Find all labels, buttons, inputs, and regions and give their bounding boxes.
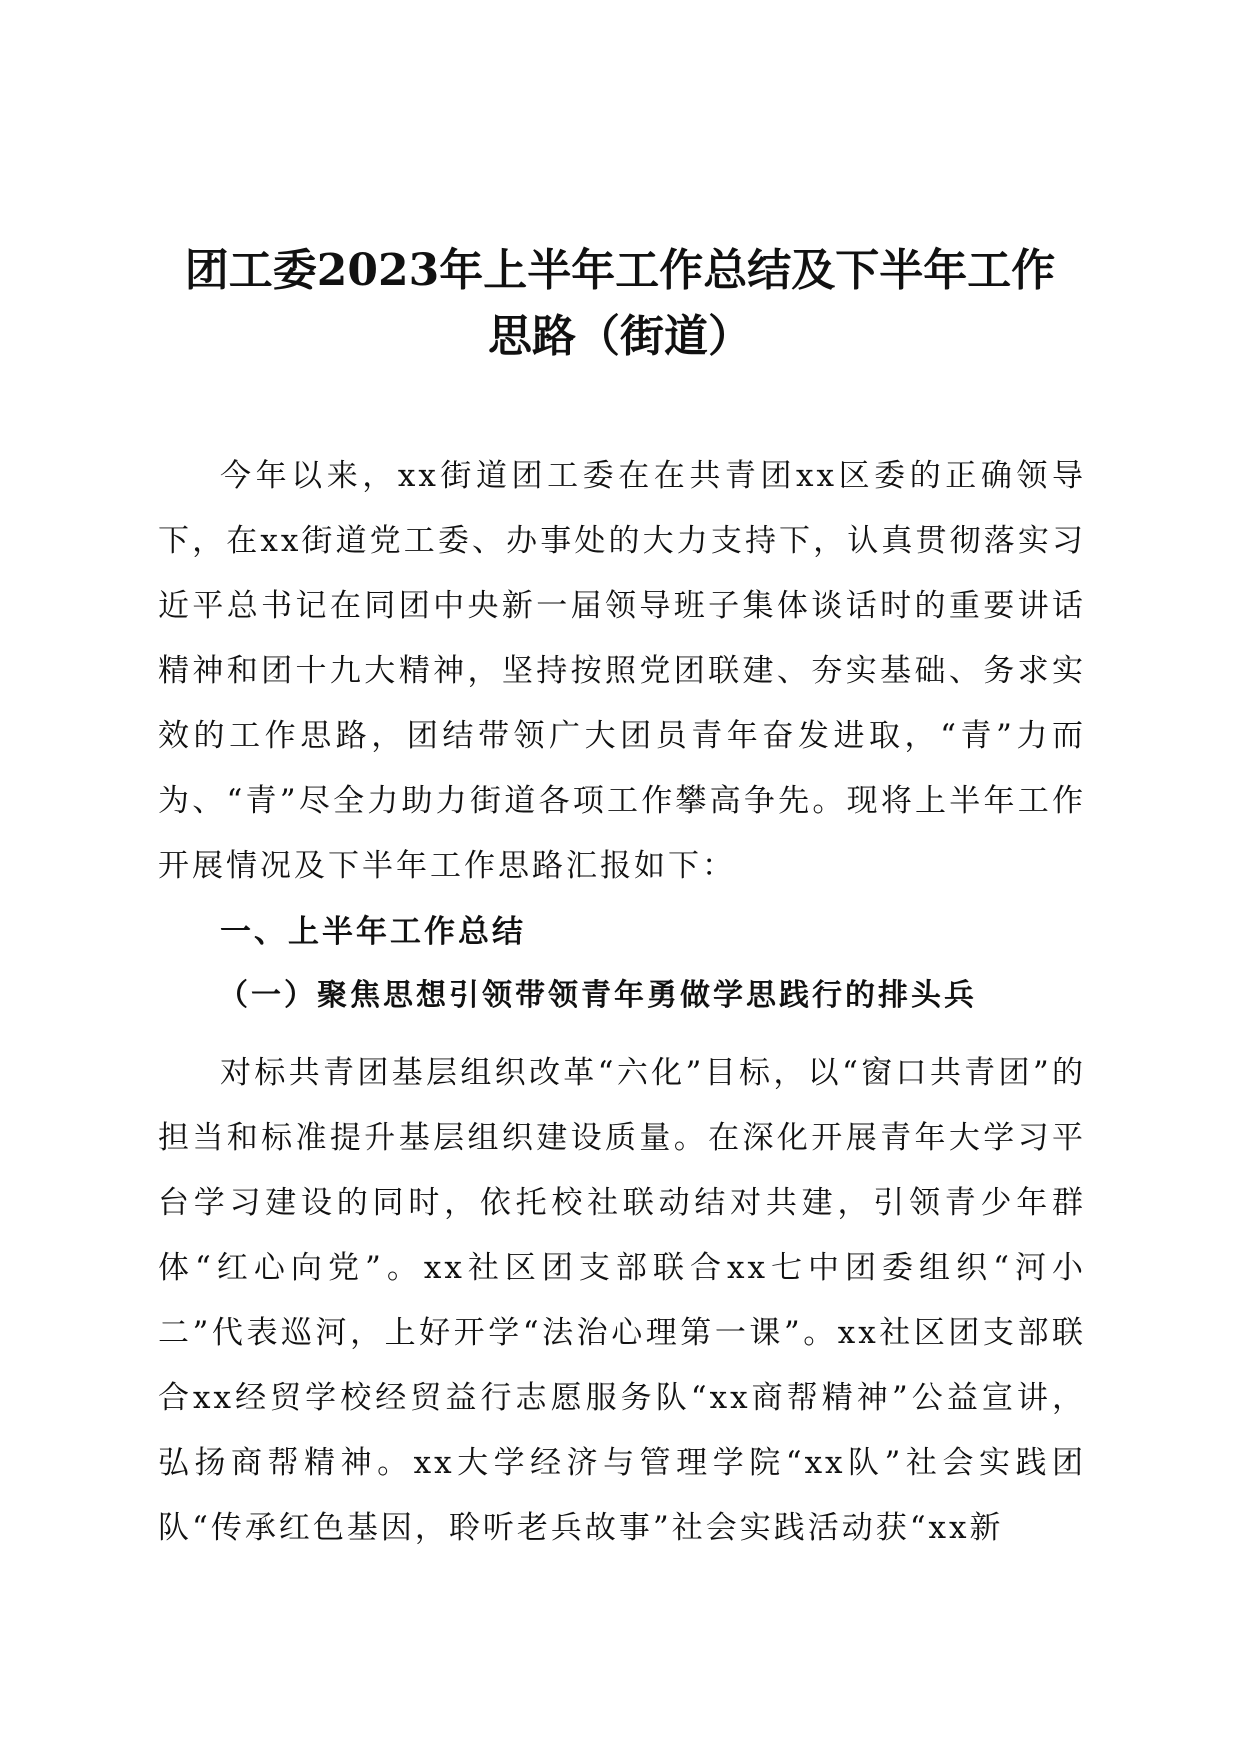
- body-paragraph: 对标共青团基层组织改革“六化”目标，以“窗口共青团”的担当和标准提升基层组织建设质量。在深化开展青年大学习平台学习建设的同时，依托校社联动结对共建，引领青少年群体“红心向党”。xx社区团支部联合xx七中团委组织“河小二”代表巡河，上好开学“法治心理第一课”。xx社区团支部联合xx经贸学校经贸益行志愿服务队“xx商帮精神”公益宣讲，弘扬商帮精神。xx大学经济与管理学院“xx队”社会实践团队“传承红色基因，聆听老兵故事”社会实践活动获“xx新: [158, 1055, 1086, 1546]
- document-title: [140, 238, 1100, 370]
- section-heading: 一、上半年工作总结: [220, 914, 526, 950]
- document-title-line-2: 思路（街道）: [488, 311, 752, 362]
- document-title-line-1: 团工委2023年上半年工作总结及下半年工作: [184, 245, 1056, 296]
- subsection-heading: （一）聚焦思想引领带领青年勇做学思践行的排头兵: [218, 978, 977, 1013]
- intro-paragraph: 今年以来，xx街道团工委在在共青团xx区委的正确领导下，在xx街道党工委、办事处的大力支持下，认真贯彻落实习近平总书记在同团中央新一届领导班子集体谈话时的重要讲话精神和团十九大精神，坚持按照党团联建、夯实基础、务求实效的工作思路，团结带领广大团员青年奋发进取，“青”力而为、“青”尽全力助力街道各项工作攀高争先。现将上半年工作开展情况及下半年工作思路汇报如下：: [158, 458, 1086, 884]
